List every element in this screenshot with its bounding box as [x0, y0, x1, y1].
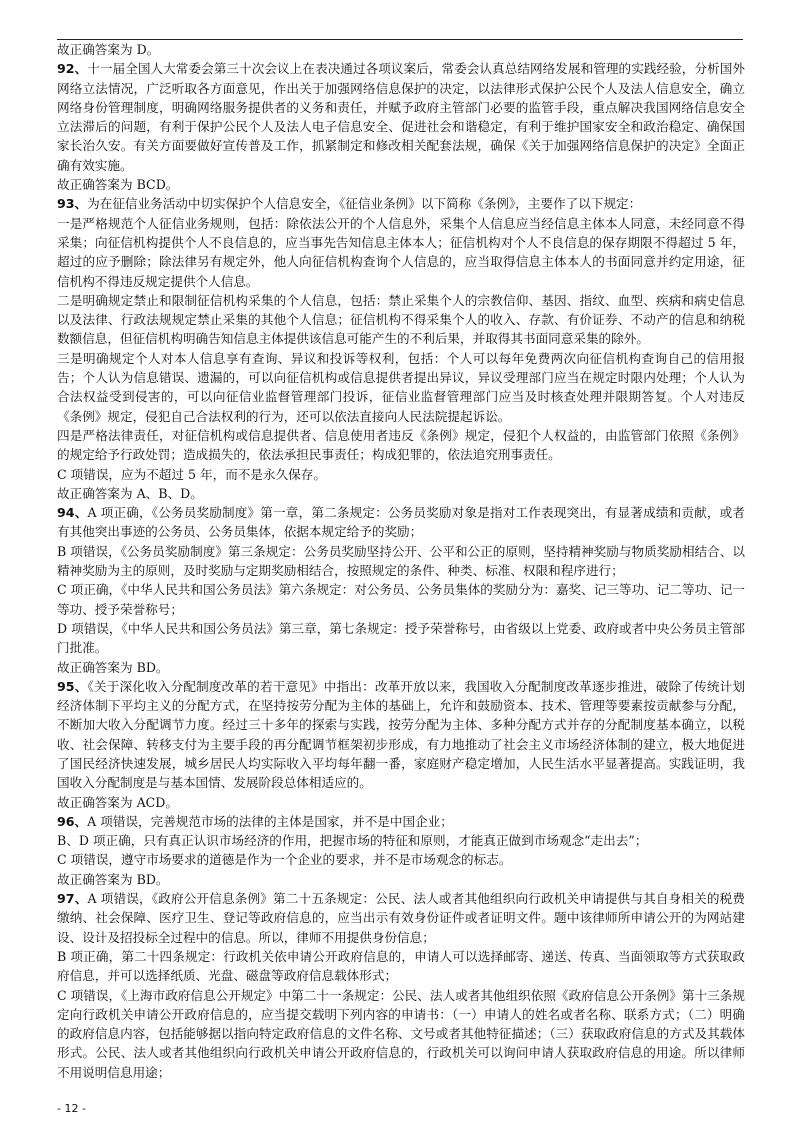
- question-number: 94、: [57, 505, 88, 521]
- paragraph-text: C 项错误，应为不超过 5 年，而不是永久保存。: [57, 466, 326, 482]
- text-paragraph: [57, 850, 745, 869]
- question-number: 96、: [57, 813, 88, 829]
- text-paragraph: [57, 580, 745, 619]
- paragraph-text: 二是明确规定禁止和限制征信机构采集的个人信息，包括：禁止采集个人的宗教信仰、基因、指纹、血型、疾病和病史信息以及法律、行政法规规定禁止采集的其他个人信息；征信机构不得采集个人的收入、存款、有价证券、不动产的信息和纳税数额信息，但征信机构明确告知信息主体提供该信息可能产生的不利后果，并取得其书面同意采集的除外。: [57, 292, 745, 347]
- paragraph-text: 三是明确规定个人对本人信息享有查询、异议和投诉等权利，包括：个人可以每年免费两次向征信机构查询自己的信用报告；个人认为信息错误、遗漏的，可以向征信机构或信息提供者提出异议，异议受理部门应当在规定时限内处理；个人认为合法权益受到侵害的，可以向征信业监督管理部门投诉，征信业监督管理部门应当及时核查处理并限期答复。个人对违反《条例》规定，侵犯自己合法权利的行为，还可以依法直接向人民法院提起诉讼。: [57, 350, 745, 424]
- paragraph-text: 十一届全国人大常委会第三十次会议上在表决通过各项议案后，常委会认真总结网络发展和管理的实践经验，分析国外网络立法情况，广泛听取各方面意见，作出关于加强网络信息保护的决定，以法律形式保护公民个人及法人信息安全，确立网络身份管理制度，明确网络服务提供者的义务和责任，并赋予政府主管部门必要的监管手段，重点解决我国网络信息安全立法滞后的问题，有利于保护公民个人及法人电子信息安全、促进社会和谐稳定，有利于维护国家安全和政治稳定、确保国家长治久安。有关方面要做好宣传普及工作，抓紧制定和修改相关配套法规，确保《关于加强网络信息保护的决定》全面正确有效实施。: [57, 61, 745, 173]
- answer-explanations: [57, 40, 745, 1082]
- paragraph-text: 四是严格法律责任，对征信机构或信息提供者、信息使用者违反《条例》规定，侵犯个人权益的，由监管部门依照《条例》的规定给予行政处罚；造成损失的，依法承担民事责任；构成犯罪的，依法追究刑事责任。: [57, 427, 745, 463]
- text-paragraph: [57, 986, 745, 1082]
- text-paragraph: [57, 947, 745, 986]
- page-number: - 12 -: [57, 1102, 86, 1115]
- text-paragraph: [57, 484, 745, 503]
- text-paragraph: [57, 214, 745, 291]
- paragraph-text: B 项错误，《公务员奖励制度》第三条规定：公务员奖励坚持公开、公平和公正的原则，坚持精神奖励与物质奖励相结合、以精神奖励为主的原则，及时奖励与定期奖励相结合，按照规定的条件、种类、标准、权限和程序进行；: [57, 543, 745, 579]
- text-paragraph: [57, 658, 745, 677]
- question-number: 95、: [57, 678, 88, 694]
- paragraph-text: A 项正确，《公务员奖励制度》第一章，第二条规定：公务员奖励对象是指对工作表现突出，有显著成绩和贡献，或者有其他突出事迹的公务员、公务员集体，依据本规定给予的奖励；: [57, 505, 745, 540]
- paragraph-text: C 项错误，《上海市政府信息公开规定》中第二十一条规定：公民、法人或者其他组织依照《政府信息公开条例》第十三条规定向行政机关申请公开政府信息的，应当提交载明下列内容的申请书：（一）申请人的姓名或者名称、联系方式；（二）明确的政府信息内容，包括能够据以指向特定政府信息的文件名称、文号或者其他特征描述；（三）获取政府信息的方式及其载体形式。公民、法人或者其他组织向行政机关申请公开政府信息的，行政机关可以询问申请人获取政府信息的用途。所以律师不用说明信息用途；: [57, 987, 745, 1080]
- text-paragraph: [57, 619, 745, 658]
- paragraph-text: 为在征信业务活动中切实保护个人信息安全，《征信业条例》以下简称《条例》，主要作了以下规定：: [87, 196, 642, 212]
- question-paragraph: [57, 889, 745, 947]
- paragraph-text: 故正确答案为 BD。: [57, 871, 169, 887]
- paragraph-text: 故正确答案为 D。: [57, 42, 160, 57]
- text-paragraph: [57, 831, 745, 850]
- paragraph-text: 故正确答案为 BD。: [57, 659, 169, 675]
- question-number: 92、: [57, 61, 88, 77]
- paragraph-text: 故正确答案为 BCD。: [57, 177, 179, 193]
- text-paragraph: [57, 542, 745, 581]
- question-paragraph: [57, 194, 745, 213]
- text-paragraph: [57, 426, 745, 465]
- paragraph-text: A 项错误，《政府公开信息条例》第二十五条规定：公民、法人或者其他组织向行政机关申请提供与其自身相关的税费缴纳、社会保障、医疗卫生、登记等政府信息的，应当出示有效身份证件或者证明文件。题中该律师所申请公开的为网站建设、设计及招投标全过程中的信息。所以，律师不用提供身份信息；: [57, 891, 745, 945]
- paragraph-text: A 项错误，完善规范市场的法律的主体是国家，并不是中国企业；: [87, 813, 453, 829]
- question-paragraph: [57, 677, 745, 793]
- paragraph-text: 《关于深化收入分配制度改革的若干意见》中指出：改革开放以来，我国收入分配制度改革逐步推进，破除了传统计划经济体制下平均主义的分配方式，在坚持按劳分配为主体的基础上，允许和鼓励资本、技术、管理等要素按贡献参与分配，不断加大收入分配调节力度。经过三十多年的探索与实践，按劳分配为主体、多种分配方式并存的分配制度基本确立，以税收、社会保障、转移支付为主要手段的再分配调节框架初步形成，有力地推动了社会主义市场经济体制的建立，极大地促进了国民经济快速发展，城乡居民人均实际收入平均每年翻一番，家庭财产稳定增加，人民生活水平显著提高。实践证明，我国收入分配制度是与基本国情、发展阶段总体相适应的。: [57, 678, 746, 791]
- text-paragraph: [57, 465, 745, 484]
- question-paragraph: [57, 59, 745, 175]
- text-paragraph: [57, 870, 745, 889]
- paragraph-text: 故正确答案为 A、B、D。: [57, 485, 203, 501]
- text-paragraph: [57, 175, 745, 194]
- paragraph-text: D 项错误，《中华人民共和国公务员法》第三章，第七条规定：授予荣誉称号，由省级以上党委、政府或者中央公务员主管部门批准。: [57, 620, 745, 656]
- text-paragraph: [57, 793, 745, 812]
- paragraph-text: 故正确答案为 ACD。: [57, 794, 178, 810]
- text-paragraph: [57, 291, 745, 349]
- question-number: 97、: [57, 891, 88, 907]
- paragraph-text: C 项正确，《中华人民共和国公务员法》第六条规定：对公务员、公务员集体的奖励分为：嘉奖、记三等功、记二等功、记一等功、授予荣誉称号；: [57, 582, 745, 617]
- question-paragraph: [57, 812, 745, 831]
- paragraph-text: B、D 项正确，只有真正认识市场经济的作用，把握市场的特征和原则，才能真正做到市场观念“走出去”；: [57, 833, 648, 849]
- paragraph-text: C 项错误，遵守市场要求的道德是作为一个企业的要求，并不是市场观念的标志。: [57, 852, 512, 868]
- paragraph-text: B 项正确，第二十四条规定：行政机关依申请公开政府信息的，申请人可以选择邮寄、递送、传真、当面领取等方式获取政府信息，并可以选择纸质、光盘、磁盘等政府信息载体形式；: [57, 948, 745, 984]
- text-paragraph: [57, 40, 745, 59]
- question-paragraph: [57, 503, 745, 542]
- text-paragraph: [57, 349, 745, 426]
- paragraph-text: 一是严格规范个人征信业务规则，包括：除依法公开的个人信息外，采集个人信息应当经信息主体本人同意，未经同意不得采集；向征信机构提供个人不良信息的，应当事先告知信息主体本人；征信机构对个人不良信息的保存期限不得超过 5 年，超过的应予删除；除法律另有规定外，他人向征信机构查询个人信息的，应当取得信息主体本人的书面同意并约定用途，征信机构不得违反规定提供个人信息。: [57, 215, 745, 289]
- question-number: 93、: [57, 196, 88, 212]
